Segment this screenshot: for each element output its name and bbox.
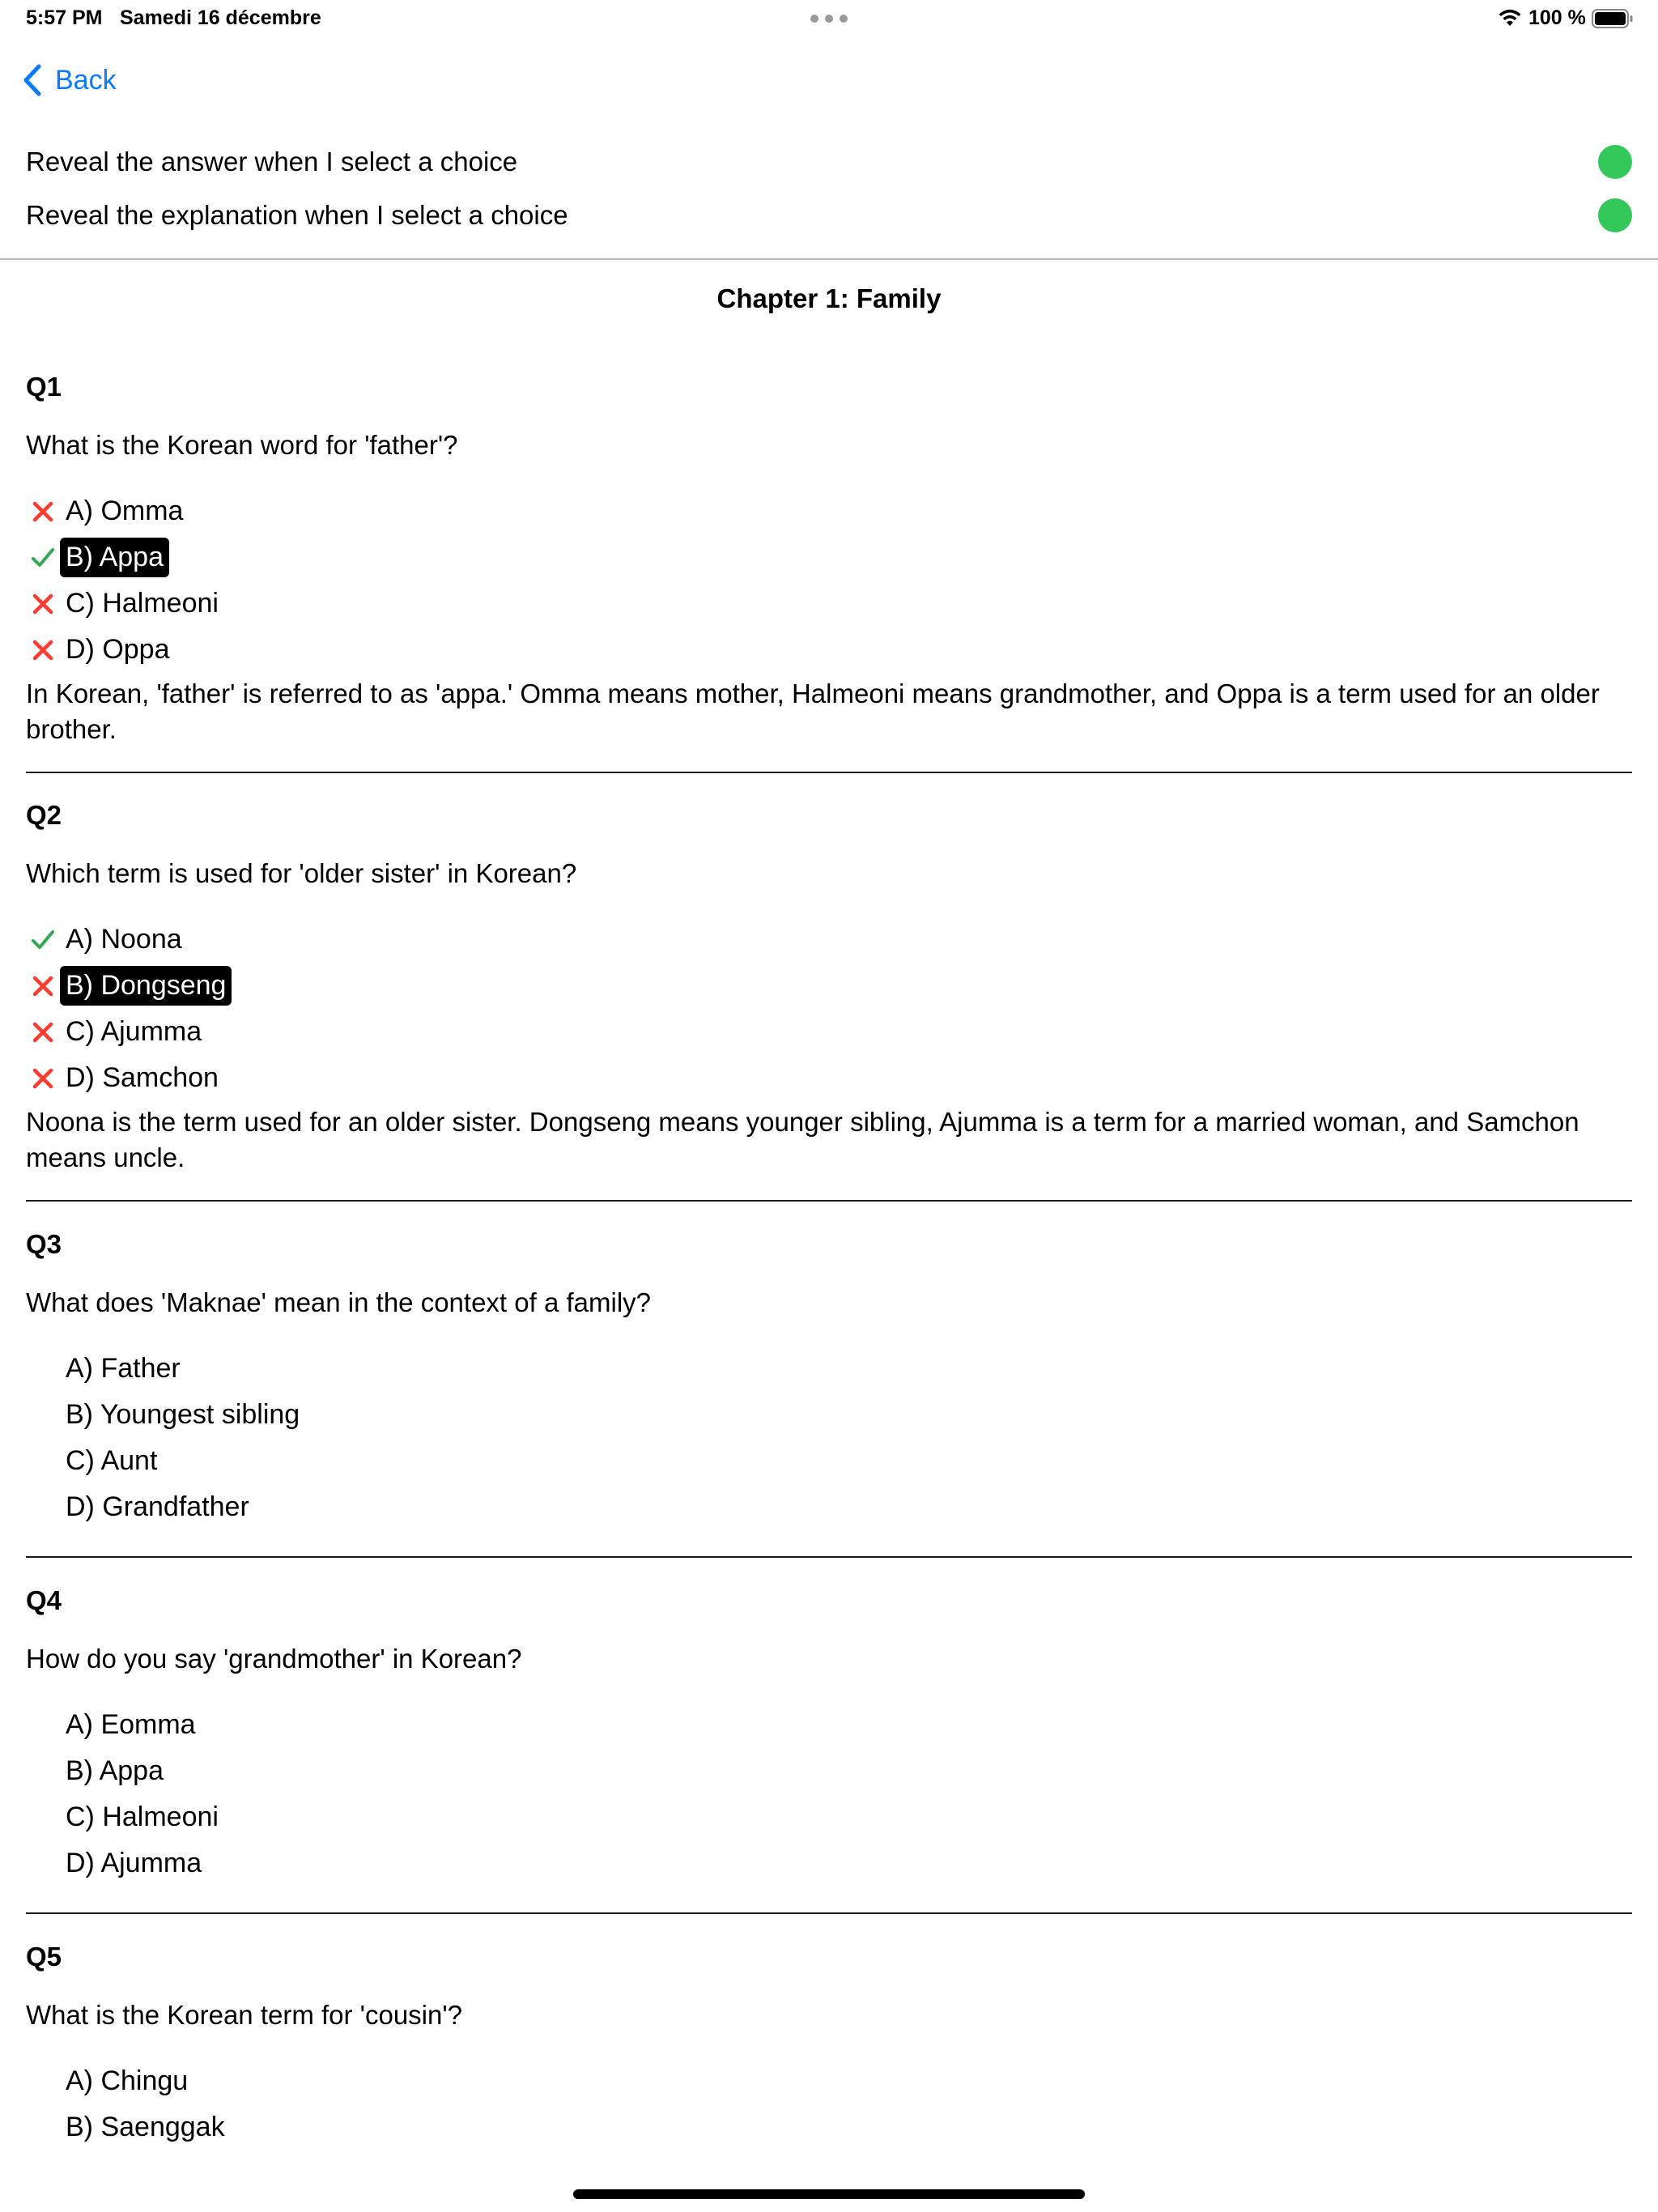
choice-label: D) Samchon xyxy=(66,1062,219,1094)
choice-option[interactable] xyxy=(26,627,176,673)
question-text: What does 'Maknae' mean in the context of a family? xyxy=(26,1287,652,1317)
question-divider xyxy=(26,1200,1632,1202)
choice-option[interactable] xyxy=(26,1484,255,1530)
choice-option[interactable] xyxy=(26,1840,207,1887)
question-divider xyxy=(26,1556,1632,1558)
choice-option[interactable] xyxy=(26,581,224,627)
setting-label: Reveal the explanation when I select a choice xyxy=(26,200,568,230)
choice-label: C) Halmeoni xyxy=(66,588,219,619)
choice-label: D) Oppa xyxy=(66,634,170,666)
battery-percentage: 100 % xyxy=(1528,6,1586,29)
choice-label: C) Halmeoni xyxy=(66,1802,219,1833)
question-divider xyxy=(26,1912,1632,1914)
question-text: How do you say 'grandmother' in Korean? xyxy=(26,1644,522,1674)
choice-option[interactable] xyxy=(26,1346,186,1392)
question-text: Which term is used for 'older sister' in Korean? xyxy=(26,858,577,888)
reveal-answer-toggle[interactable] xyxy=(1598,145,1632,179)
setting-label: Reveal the answer when I select a choice xyxy=(26,147,518,177)
setting-reveal-explanation xyxy=(26,193,1632,238)
battery-icon xyxy=(1592,9,1634,28)
choice-option[interactable] xyxy=(26,1055,224,1101)
chapter-title: Chapter 1: Family xyxy=(716,283,942,313)
cross-icon xyxy=(26,1061,60,1095)
choice-option[interactable] xyxy=(26,1748,169,1794)
cross-icon xyxy=(26,969,60,1003)
choice-label: D) Grandfather xyxy=(66,1491,249,1523)
answer-explanation: In Korean, 'father' is referred to as 'appa.' Omma means mother, Halmeoni means grandmother, and Oppa is a term used for an older brother. xyxy=(26,678,1600,744)
choice-option[interactable] xyxy=(26,2104,231,2150)
choice-label: B) Dongseng xyxy=(60,966,232,1006)
reveal-explanation-toggle[interactable] xyxy=(1598,198,1632,232)
choice-option[interactable] xyxy=(26,1702,202,1748)
chevron-left-icon xyxy=(21,63,44,97)
back-button[interactable] xyxy=(21,60,117,100)
choice-option[interactable] xyxy=(26,1438,163,1484)
home-indicator[interactable] xyxy=(573,2189,1085,2199)
multitasking-dots-icon[interactable] xyxy=(810,15,848,24)
cross-icon xyxy=(26,633,60,667)
checkmark-icon xyxy=(26,923,60,957)
cross-icon xyxy=(26,587,60,621)
choice-label: B) Appa xyxy=(60,538,169,577)
status-bar xyxy=(0,0,1658,39)
choice-label: A) Father xyxy=(66,1353,181,1385)
choice-option[interactable] xyxy=(26,917,188,963)
question-number: Q5 xyxy=(26,1942,62,1972)
back-label: Back xyxy=(55,64,117,96)
choice-label: B) Appa xyxy=(66,1755,164,1787)
choice-label: C) Aunt xyxy=(66,1445,158,1477)
wifi-icon xyxy=(1498,8,1522,28)
question-divider xyxy=(26,772,1632,773)
question-text: What is the Korean term for 'cousin'? xyxy=(26,2000,463,2030)
choice-option[interactable] xyxy=(26,1794,224,1840)
question-text: What is the Korean word for 'father'? xyxy=(26,430,458,460)
choice-option[interactable] xyxy=(26,1392,305,1438)
choice-label: D) Ajumma xyxy=(66,1848,202,1879)
checkmark-icon xyxy=(26,541,60,575)
question-number: Q2 xyxy=(26,800,62,830)
choice-label: A) Noona xyxy=(66,924,182,955)
choice-label: C) Ajumma xyxy=(66,1016,202,1048)
question-number: Q4 xyxy=(26,1585,62,1615)
status-time: 5:57 PM xyxy=(26,6,103,29)
choice-option[interactable] xyxy=(26,1009,207,1055)
choice-option[interactable] xyxy=(26,2058,193,2104)
cross-icon xyxy=(26,495,60,529)
cross-icon xyxy=(26,1015,60,1049)
question-number: Q3 xyxy=(26,1229,62,1259)
setting-reveal-answer xyxy=(26,139,1632,185)
choice-label: B) Youngest sibling xyxy=(66,1399,300,1431)
status-date: Samedi 16 décembre xyxy=(120,6,321,29)
choice-label: A) Omma xyxy=(66,496,184,527)
choice-label: B) Saenggak xyxy=(66,2112,225,2143)
choice-option-selected[interactable] xyxy=(26,534,169,581)
choice-label: A) Chingu xyxy=(66,2065,189,2097)
header-divider xyxy=(0,258,1658,260)
question-number: Q1 xyxy=(26,372,62,402)
choice-label: A) Eomma xyxy=(66,1709,196,1741)
choice-option[interactable] xyxy=(26,488,189,534)
choice-option-selected[interactable] xyxy=(26,963,232,1009)
answer-explanation: Noona is the term used for an older sister. Dongseng means younger sibling, Ajumma is a term for a married woman, and Samchon means uncle. xyxy=(26,1107,1579,1172)
